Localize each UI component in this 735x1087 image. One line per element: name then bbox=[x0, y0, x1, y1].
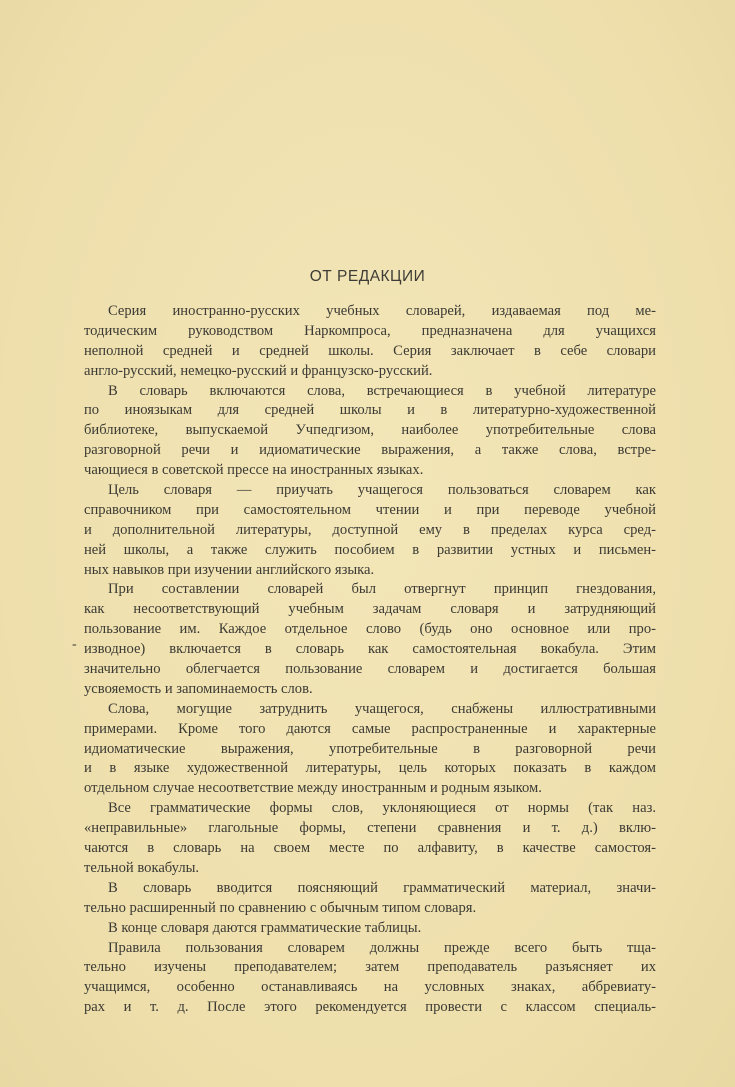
paragraph bbox=[84, 580, 656, 699]
text-line: неполной средней и средней школы. Серия заключает в себе словари bbox=[84, 342, 656, 359]
text-line: англо-русский, немецко-русский и французско-русский. bbox=[84, 362, 433, 379]
text-line: отдельном случае несоответствие между иностранным и родным языком. bbox=[84, 780, 542, 797]
text-line: идиоматические выражения, употребительные в разговорной речи bbox=[84, 740, 656, 757]
text-line: изводное) включается в словарь как самостоятельная вокабула. Этим bbox=[84, 641, 656, 658]
text-line: В конце словаря даются грамматические таблицы. bbox=[108, 919, 422, 936]
text-line: библиотеке, выпускаемой Учпедгизом, наиболее употребительные слова bbox=[84, 422, 656, 439]
text-line: тельно расширенный по сравнению с обычным типом словаря. bbox=[84, 899, 477, 916]
text-line: и в языке художественной литературы, цель которых показать в каждом bbox=[84, 760, 656, 777]
text-line: Слова, могущие затруднить учащегося, снабжены иллюстративными bbox=[108, 700, 656, 717]
text-line: усвояемость и запоминаемость слов. bbox=[84, 680, 313, 697]
paragraph bbox=[84, 302, 656, 382]
text-line: При составлении словарей был отвергнут принцип гнездования, bbox=[108, 581, 656, 598]
text-line: тодическим руководством Наркомпроса, предназначена для учащихся bbox=[84, 322, 656, 339]
paragraph bbox=[84, 939, 656, 1019]
text-line: Правила пользования словарем должны прежде всего быть тща- bbox=[108, 939, 656, 956]
paragraph bbox=[84, 919, 656, 939]
margin-mark: - bbox=[72, 637, 77, 652]
text-line: В словарь вводится поясняющий грамматический материал, значи- bbox=[108, 879, 656, 896]
text-line: и дополнительной литературы, доступной ему в пределах курса сред- bbox=[84, 521, 656, 538]
text-line: примерами. Кроме того даются самые распространенные и характерные bbox=[84, 720, 656, 737]
text-line: разговорной речи и идиоматические выражения, а также слова, встре- bbox=[84, 442, 656, 459]
text-line: учащимся, особенно останавливаясь на условных знаках, аббревиату- bbox=[84, 979, 656, 996]
body-text bbox=[84, 302, 656, 1018]
paragraph bbox=[84, 799, 656, 879]
text-line: рах и т. д. После этого рекомендуется провести с классом специаль- bbox=[84, 999, 656, 1016]
text-line: тельно изучены преподавателем; затем преподаватель разъясняет их bbox=[84, 959, 656, 976]
text-line: Цель словаря — приучать учащегося пользоваться словарем как bbox=[108, 482, 656, 499]
text-line: ней школы, а также служить пособием в развитии устных и письмен- bbox=[84, 541, 656, 558]
paragraph bbox=[84, 481, 656, 580]
text-line: Серия иностранно-русских учебных словарей, издаваемая под ме- bbox=[108, 303, 656, 319]
text-line: чаются в словарь на своем месте по алфавиту, в качестве самостоя- bbox=[84, 840, 656, 857]
paragraph bbox=[84, 700, 656, 799]
text-line: Все грамматические формы слов, уклоняющиеся от нормы (так наз. bbox=[108, 800, 656, 817]
paragraph bbox=[84, 382, 656, 481]
text-line: ных навыков при изучении английского языка. bbox=[84, 561, 375, 578]
text-line: значительно облегчается пользование словарем и достигается большая bbox=[84, 661, 656, 678]
text-line: справочником при самостоятельном чтении и при переводе учебной bbox=[84, 501, 656, 518]
text-line: чающиеся в советской прессе на иностранных языках. bbox=[84, 462, 424, 479]
text-line: В словарь включаются слова, встречающиеся в учебной литературе bbox=[108, 382, 656, 399]
page-title: ОТ РЕДАКЦИИ bbox=[309, 268, 426, 285]
text-line: тельной вокабулы. bbox=[84, 859, 200, 876]
text-line: пользование им. Каждое отдельное слово (будь оно основное или про- bbox=[84, 621, 656, 638]
text-line: по иноязыкам для средней школы и в литературно-художественной bbox=[84, 402, 656, 419]
text-line: как несоответствующий учебным задачам словаря и затрудняющий bbox=[84, 601, 656, 618]
paragraph bbox=[84, 879, 656, 919]
text-line: «неправильные» глагольные формы, степени сравнения и т. д.) вклю- bbox=[84, 820, 656, 837]
